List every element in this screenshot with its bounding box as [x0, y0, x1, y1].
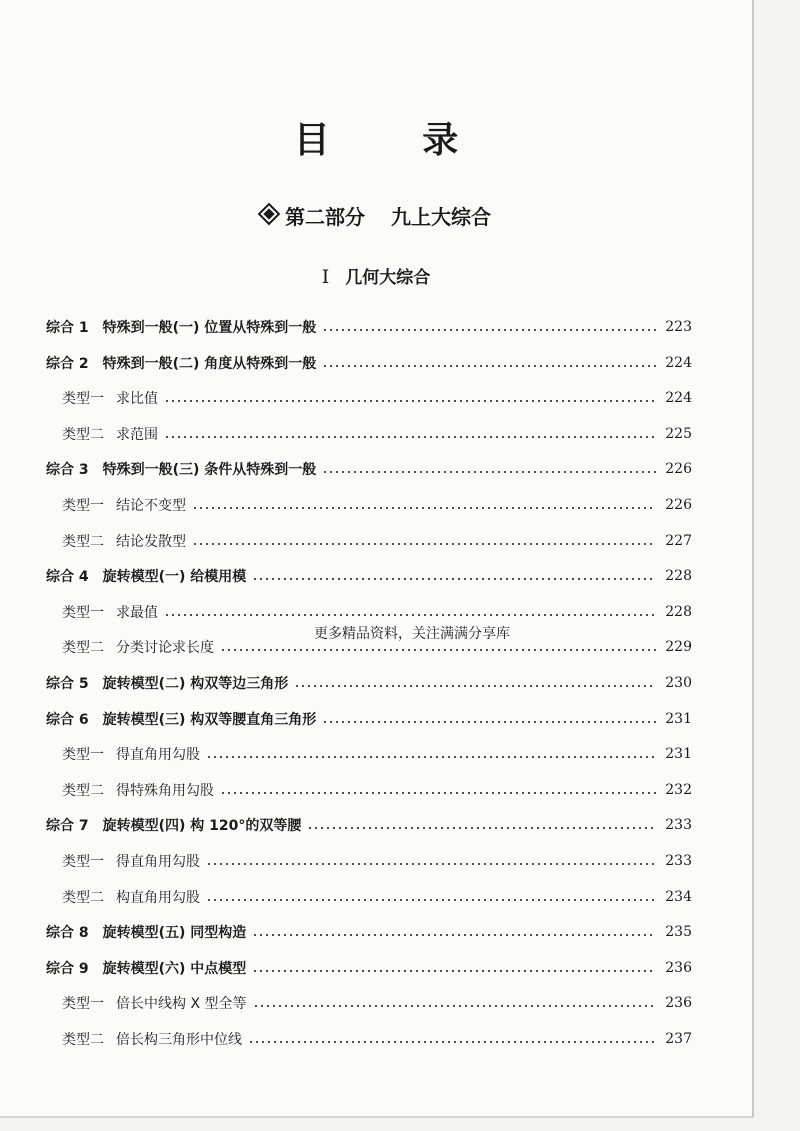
dot-leader	[206, 899, 656, 901]
toc-page-number: 236	[665, 995, 692, 1011]
toc-entry-title: 结论发散型	[116, 534, 186, 550]
section-heading	[0, 263, 752, 288]
toc-entry-title: 求最值	[116, 605, 158, 621]
toc-entry-title: 结论不变型	[116, 498, 186, 514]
dot-leader	[322, 471, 656, 473]
toc-page-number: 228	[665, 568, 692, 584]
toc-page-number: 228	[665, 604, 692, 620]
toc-entry-title: 求范围	[116, 427, 158, 443]
toc-entry[interactable]	[46, 671, 692, 695]
toc-page-number: 226	[665, 497, 692, 513]
dot-leader	[164, 614, 656, 616]
diamond-bullet-icon	[258, 203, 281, 226]
toc-page-number: 223	[665, 319, 692, 335]
toc-entry-title: 构直角用勾股	[116, 890, 200, 906]
toc-entry-title: 倍长构三角形中位线	[116, 1032, 242, 1048]
toc-entry-label: 类型一	[62, 996, 104, 1012]
toc-entry[interactable]	[46, 351, 692, 375]
dot-leader	[220, 649, 656, 651]
toc-page-number: 229	[665, 639, 692, 655]
toc-subentry[interactable]	[62, 600, 692, 624]
toc-page-number: 224	[665, 390, 692, 406]
toc-entry-label: 类型一	[62, 391, 104, 407]
dot-leader	[294, 685, 656, 687]
toc-entry-label: 综合 1	[46, 320, 89, 336]
toc-entry-title: 旋转模型(六) 中点模型	[102, 961, 247, 977]
toc-entry-title: 求比值	[116, 391, 158, 407]
dot-leader	[252, 970, 656, 972]
toc-entry-label: 类型二	[62, 534, 104, 550]
watermark-text: 更多精品资料，关注满满分享库	[312, 623, 512, 643]
toc-entry-label: 类型一	[62, 854, 104, 870]
toc-entry-label: 类型二	[62, 890, 104, 906]
toc-entry-title: 得直角用勾股	[116, 854, 200, 870]
toc-subentry[interactable]	[62, 493, 692, 517]
toc-entry-title: 旋转模型(三) 构双等腰直角三角形	[102, 712, 317, 728]
dot-leader	[164, 400, 656, 402]
toc-entry-label: 综合 8	[46, 925, 89, 941]
toc-page-number: 234	[665, 889, 692, 905]
toc-page-number: 237	[665, 1031, 692, 1047]
toc-entry[interactable]	[46, 813, 692, 837]
toc-subentry[interactable]	[62, 386, 692, 410]
dot-leader	[322, 365, 656, 367]
dot-leader	[192, 543, 656, 545]
toc-subentry[interactable]	[62, 422, 692, 446]
toc-entry-label: 综合 5	[46, 676, 89, 692]
dot-leader	[248, 1041, 656, 1043]
dot-leader	[164, 436, 656, 438]
toc-subentry[interactable]	[62, 885, 692, 909]
toc-subentry[interactable]	[62, 742, 692, 766]
dot-leader	[322, 329, 656, 331]
dot-leader	[252, 934, 656, 936]
toc-entry-label: 类型一	[62, 498, 104, 514]
toc-entry-label: 类型一	[62, 747, 104, 763]
part-heading	[0, 201, 752, 230]
part-label: 第二部分	[285, 205, 365, 229]
part-name: 九上大综合	[391, 205, 491, 229]
dot-leader	[253, 1005, 657, 1007]
dot-leader	[206, 756, 656, 758]
toc-entry-label: 类型二	[62, 427, 104, 443]
toc-entry-label: 类型二	[62, 1032, 104, 1048]
toc-entry[interactable]	[46, 457, 692, 481]
toc-entry-title: 旋转模型(二) 构双等边三角形	[102, 676, 289, 692]
toc-entry-title: 特殊到一般(二) 角度从特殊到一般	[102, 356, 317, 372]
toc-entry-title: 得直角用勾股	[116, 747, 200, 763]
toc-page-number: 233	[665, 817, 692, 833]
toc-entry-title: 特殊到一般(一) 位置从特殊到一般	[102, 320, 317, 336]
toc-subentry[interactable]	[62, 991, 692, 1015]
toc-page-number: 233	[665, 853, 692, 869]
toc-entry[interactable]	[46, 956, 692, 980]
section-name: 几何大综合	[345, 268, 431, 288]
toc-page-number: 227	[665, 533, 692, 549]
toc-entry-title: 旋转模型(四) 构 120°的双等腰	[102, 818, 302, 834]
page-title: 目 录	[293, 120, 499, 161]
dot-leader	[252, 578, 656, 580]
toc-entry-title: 得特殊角用勾股	[116, 783, 214, 799]
dot-leader	[307, 827, 656, 829]
toc-entry-label: 综合 9	[46, 961, 89, 977]
toc-entry[interactable]	[46, 315, 692, 339]
toc-entry-label: 综合 6	[46, 712, 89, 728]
toc-entry-label: 综合 3	[46, 462, 89, 478]
toc-entry[interactable]	[46, 564, 692, 588]
toc-entry-label: 类型二	[62, 783, 104, 799]
dot-leader	[192, 507, 656, 509]
toc-subentry[interactable]	[62, 1027, 692, 1051]
toc-subentry[interactable]	[62, 849, 692, 873]
toc-entry-title: 分类讨论求长度	[116, 640, 214, 656]
toc-page-number: 231	[665, 746, 692, 762]
toc-entry-title: 倍长中线构 X 型全等	[116, 996, 247, 1012]
toc-entry[interactable]	[46, 707, 692, 731]
toc-entry-label: 类型一	[62, 605, 104, 621]
toc-page-number: 235	[665, 924, 692, 940]
toc-entry-title: 旋转模型(五) 同型构造	[102, 925, 247, 941]
toc-page-number: 232	[665, 782, 692, 798]
dot-leader	[322, 721, 656, 723]
toc-entry-label: 综合 4	[46, 569, 89, 585]
toc-subentry[interactable]	[62, 778, 692, 802]
toc-page-number: 225	[665, 426, 692, 442]
dot-leader	[220, 792, 656, 794]
toc-page-number: 226	[665, 461, 692, 477]
toc-page-number: 231	[665, 711, 692, 727]
toc-page-number: 230	[665, 675, 692, 691]
toc-entry-label: 综合 7	[46, 818, 89, 834]
toc-entry-label: 类型二	[62, 640, 104, 656]
toc-entry-title: 特殊到一般(三) 条件从特殊到一般	[102, 462, 317, 478]
toc-entry-title: 旋转模型(一) 给模用模	[102, 569, 247, 585]
toc-subentry[interactable]	[62, 529, 692, 553]
toc-page-number: 224	[665, 355, 692, 371]
dot-leader	[206, 863, 656, 865]
toc-page-number: 236	[665, 960, 692, 976]
section-roman-numeral: I	[321, 266, 330, 288]
toc-entry[interactable]	[46, 920, 692, 944]
toc-entry-label: 综合 2	[46, 356, 89, 372]
